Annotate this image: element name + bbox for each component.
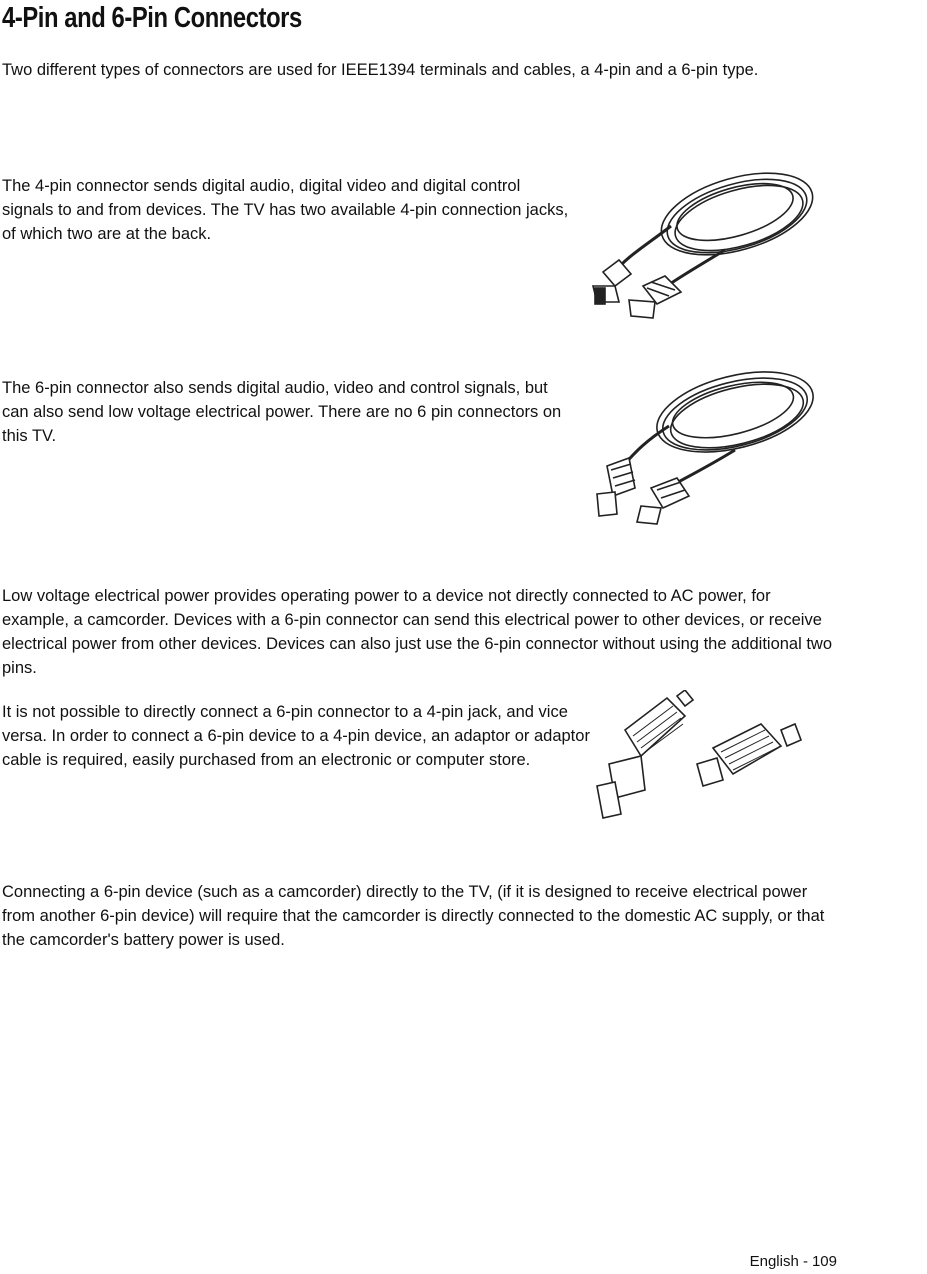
intro-paragraph: Two different types of connectors are used for IEEE1394 terminals and cables, a 4-pin and a 6-pin type. bbox=[2, 61, 759, 79]
six-pin-paragraph: The 6-pin connector also sends digital audio, video and control signals, but can also send low voltage electrical power. There are no 6 pin connectors on this TV. bbox=[2, 379, 562, 445]
adaptor-connectors-icon bbox=[585, 690, 825, 825]
page-number: 109 bbox=[811, 1253, 837, 1270]
page-title: 4-Pin and 6-Pin Connectors bbox=[2, 2, 302, 34]
four-pin-paragraph: The 4-pin connector sends digital audio, digital video and digital control signals to and from devices. The TV has two available 4-pin connection jacks, of which two are at the back. bbox=[2, 177, 569, 243]
page-footer bbox=[750, 1252, 837, 1272]
connecting-paragraph: Connecting a 6-pin device (such as a camcorder) directly to the TV, (if it is designed to receive electrical power from another 6-pin device) will require that the camcorder is directly connected to the domestic AC supply, or that the camcorder's battery power is used. bbox=[2, 883, 825, 949]
6-pin-cable-icon bbox=[585, 366, 825, 536]
footer-language: English - bbox=[749, 1253, 808, 1270]
low-voltage-paragraph: Low voltage electrical power provides operating power to a device not directly connected to AC power, for example, a camcorder. Devices with a 6-pin connector can send this electrical power to other devices, or receive electrical power from other devices. Devices can also just use the 6-pin connector without using the additional two pins. bbox=[2, 587, 833, 677]
4-pin-cable-icon bbox=[585, 168, 825, 338]
adaptor-paragraph: It is not possible to directly connect a 6-pin connector to a 4-pin jack, and vice versa. In order to connect a 6-pin device to a 4-pin device, an adaptor or adaptor cable is required, easily purchased from an electronic or computer store. bbox=[2, 703, 590, 769]
